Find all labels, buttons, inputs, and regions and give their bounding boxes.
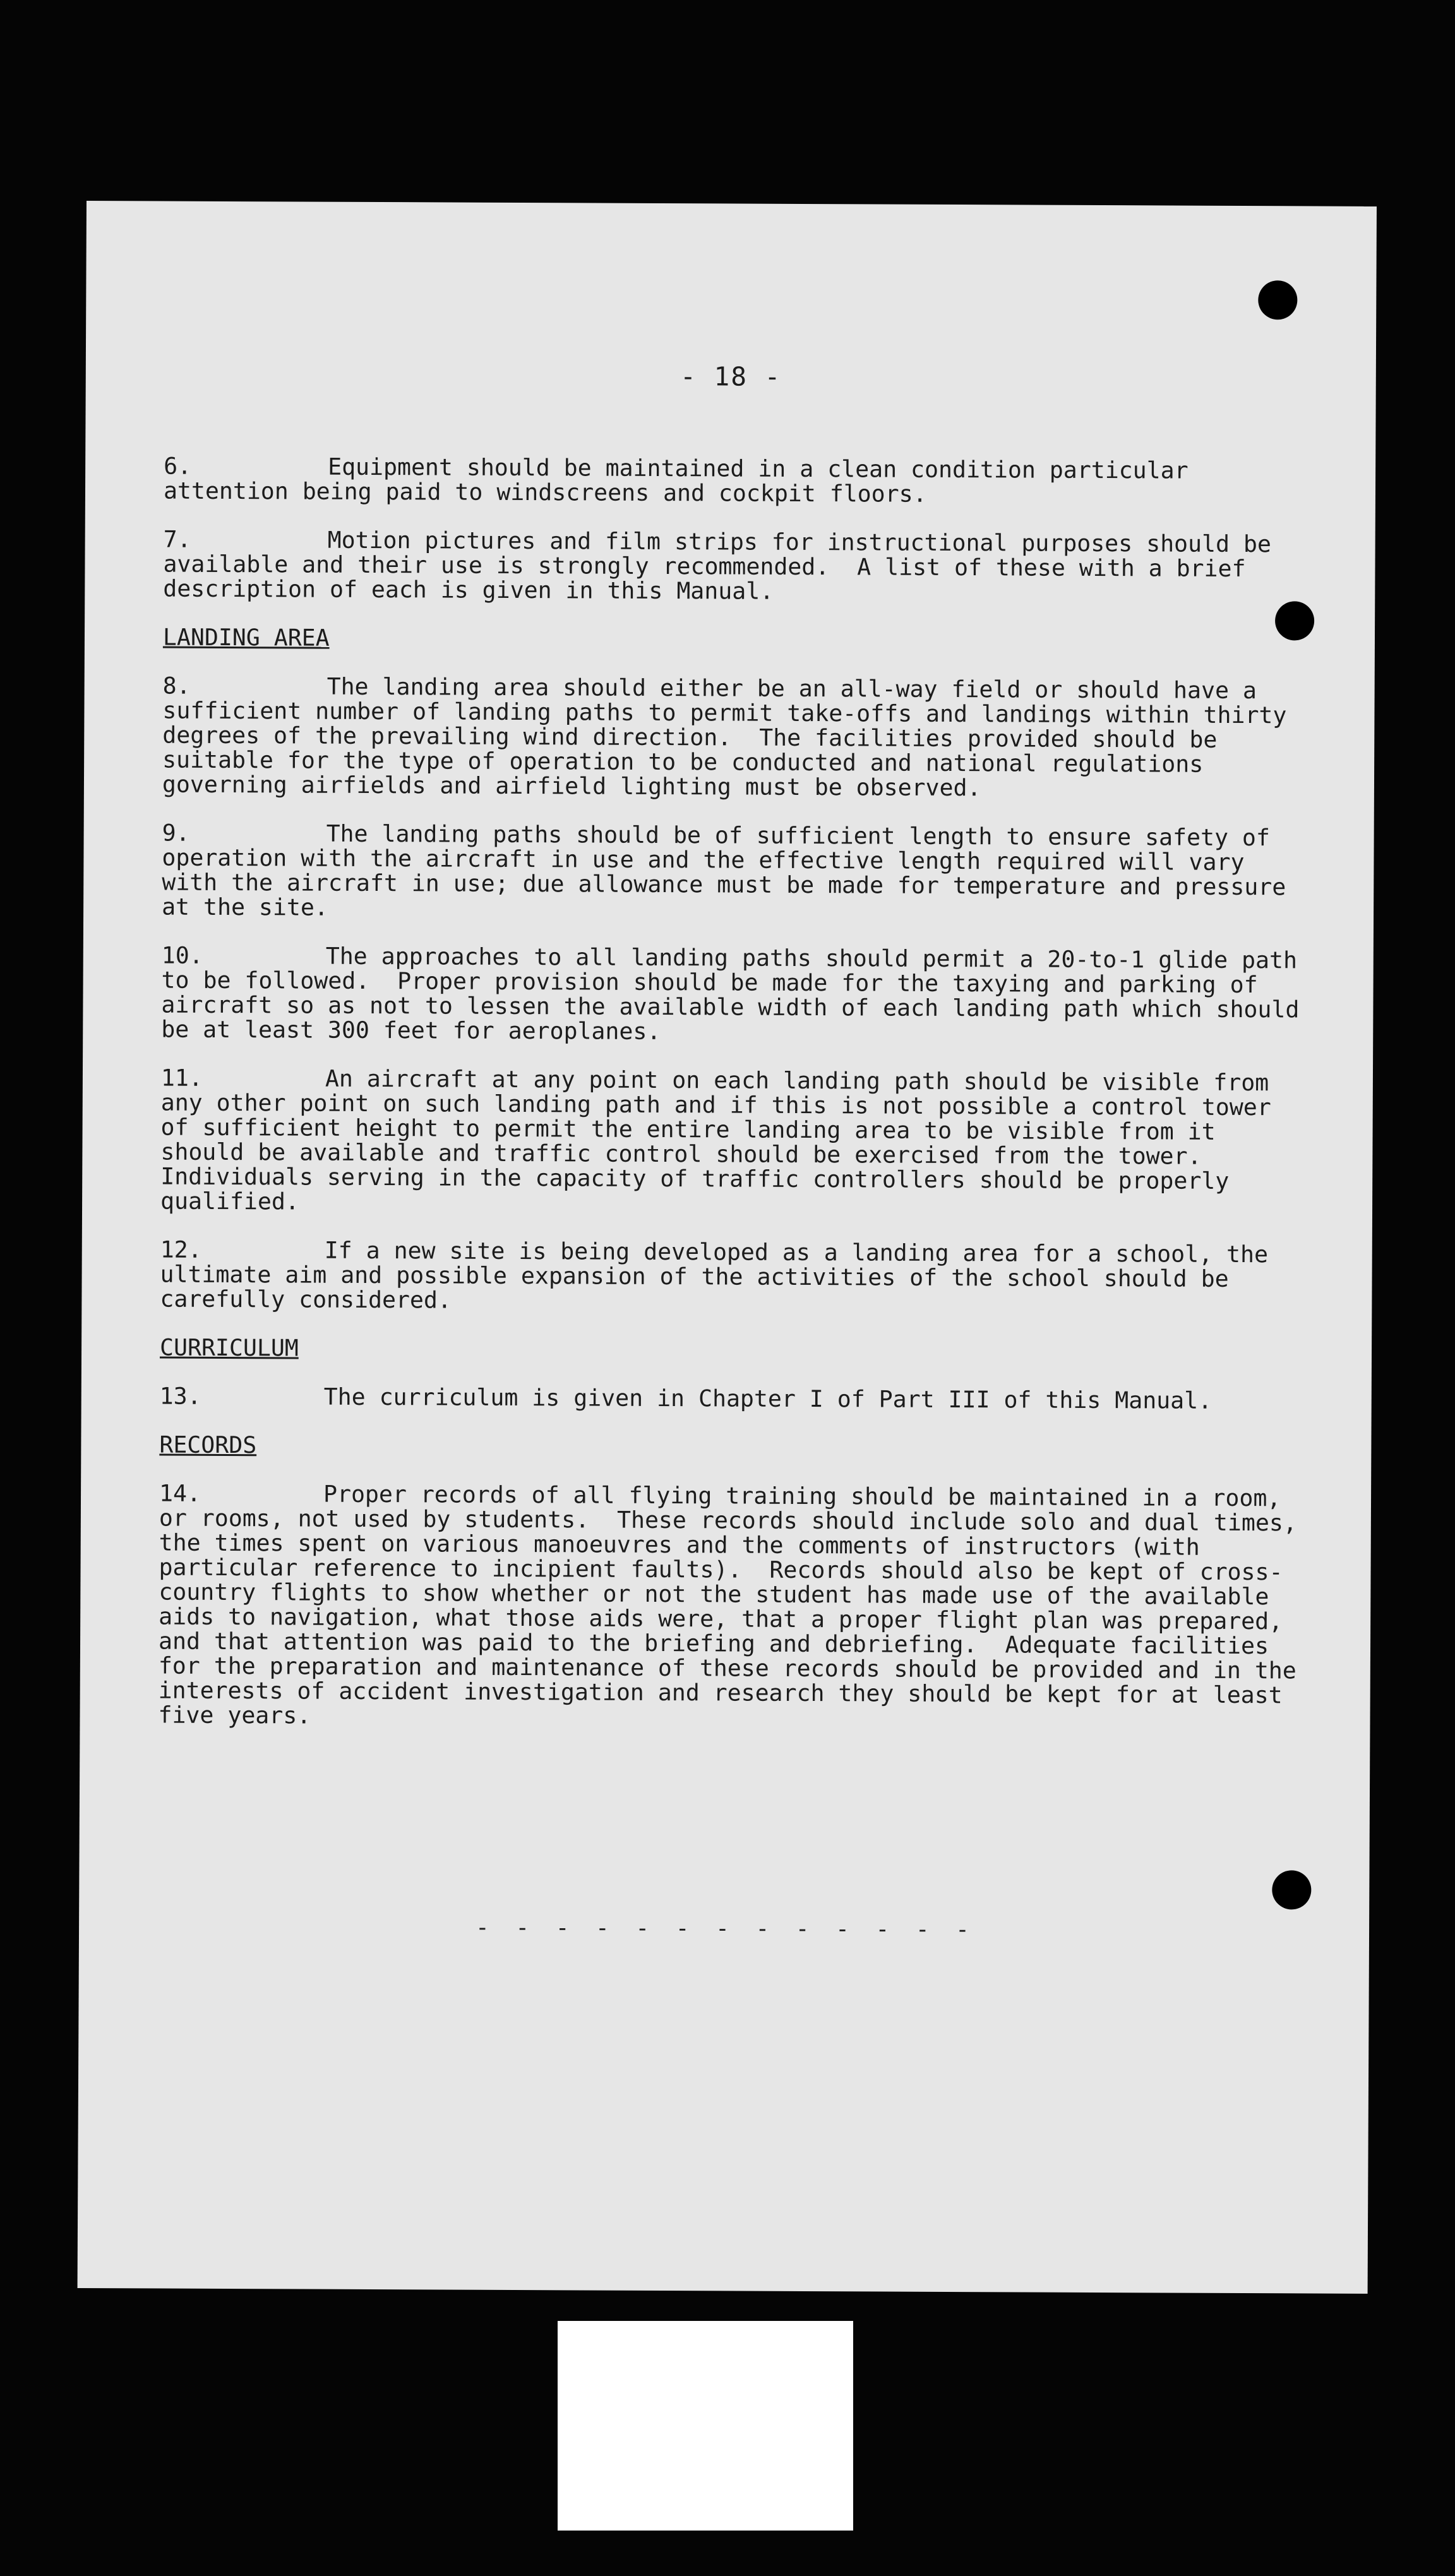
paragraph-text: The landing paths should be of sufficient length to ensure safety of operation with the aircraft in use and the effective length required will vary with the aircraft in use; due allowance must be made for temperature and pressure at the site. <box>162 820 1300 921</box>
punch-hole-top <box>1258 280 1297 319</box>
section-general <box>163 454 1305 606</box>
paragraph-number: 6. <box>164 452 192 480</box>
heading-landing-area: LANDING AREA <box>162 623 330 652</box>
paragraph-number: 9. <box>162 819 190 847</box>
paragraph-11 <box>160 1066 1303 1219</box>
paragraph-text: Motion pictures and film strips for instructional purposes should be available and their use is strongly recommended. A list of these with a brief description of each is given in this Manual. <box>163 526 1286 605</box>
paragraph-9 <box>162 821 1304 924</box>
section-curriculum <box>160 1384 1302 1414</box>
paragraph-number: 11. <box>160 1064 203 1092</box>
end-of-page-rule: - - - - - - - - - - - - - <box>475 1914 976 1943</box>
paragraph-text: Proper records of all flying training should be maintained in a room, or rooms, not used by students. These records should include solo and dual times, the times spent on various manoeuvres and the comments of instructors (with particular reference to incipient faults). Records should also be kept of cross-country flights to show whether or not the student has made use of the available aids to navigation, what those aids were, that a proper flight plan was prepared, and that attention was paid to the briefing and debriefing. Adequate facilities for the preparation and maintenance of these records should be provided and in the interests of accident investigation and research they should be kept for at least five years. <box>158 1480 1311 1729</box>
paragraph-6 <box>164 454 1305 508</box>
paragraph-number: 14. <box>159 1479 201 1507</box>
paragraph-14 <box>158 1479 1311 1732</box>
paragraph-13 <box>160 1384 1302 1414</box>
paragraph-number: 12. <box>160 1236 202 1263</box>
paragraph-number: 7. <box>163 525 191 553</box>
heading-records: RECORDS <box>159 1431 257 1459</box>
paragraph-text: The landing area should either be an all-way field or should have a sufficient number of landing paths to permit take-offs and landings within thirty degrees of the prevailing wind direction. The facilities provided should be suitable for the type of operation to be conducted and national regulations governing airfields and airfield lighting must be observed. <box>162 672 1301 802</box>
scan-label-card <box>558 2321 853 2531</box>
page-number: - 18 - <box>680 361 782 392</box>
section-records <box>158 1479 1311 1732</box>
document-body <box>158 452 1314 1756</box>
paragraph-text: The curriculum is given in Chapter I of Part III of this Manual. <box>323 1383 1212 1414</box>
paragraph-8 <box>162 674 1305 802</box>
paragraph-text: Equipment should be maintained in a clean condition particular attention being paid to windscreens and cockpit floors. <box>163 453 1202 508</box>
document-page <box>78 201 1377 2294</box>
paragraph-text: If a new site is being developed as a landing area for a school, the ultimate aim and possible expansion of the activities of the school should be carefully considered. <box>160 1236 1283 1314</box>
paragraph-10 <box>161 941 1314 1047</box>
section-landing-area <box>160 672 1314 1316</box>
paragraph-text: An aircraft at any point on each landing path should be visible from any other point on such landing path and if this is not possible a control tower of sufficient height to permit the entire landing area to be visible from it should be available and traffic control should be exercised from the tower. Individuals serving in the capacity of traffic controllers should be properly qualified. <box>160 1064 1285 1215</box>
punch-hole-bottom <box>1272 1870 1311 1909</box>
paragraph-number: 10. <box>161 941 203 969</box>
heading-curriculum: CURRICULUM <box>159 1333 299 1362</box>
paragraph-number: 13. <box>159 1382 201 1410</box>
paragraph-7 <box>163 527 1305 606</box>
paragraph-12 <box>160 1237 1302 1316</box>
paragraph-number: 8. <box>162 672 191 700</box>
paragraph-text: The approaches to all landing paths should permit a 20-to-1 glide path to be followed. Proper provision should be made for the taxying and parking of aircraft so as not to lessen the available width of each landing path which should be at least 300 feet for aeroplanes. <box>161 942 1314 1045</box>
